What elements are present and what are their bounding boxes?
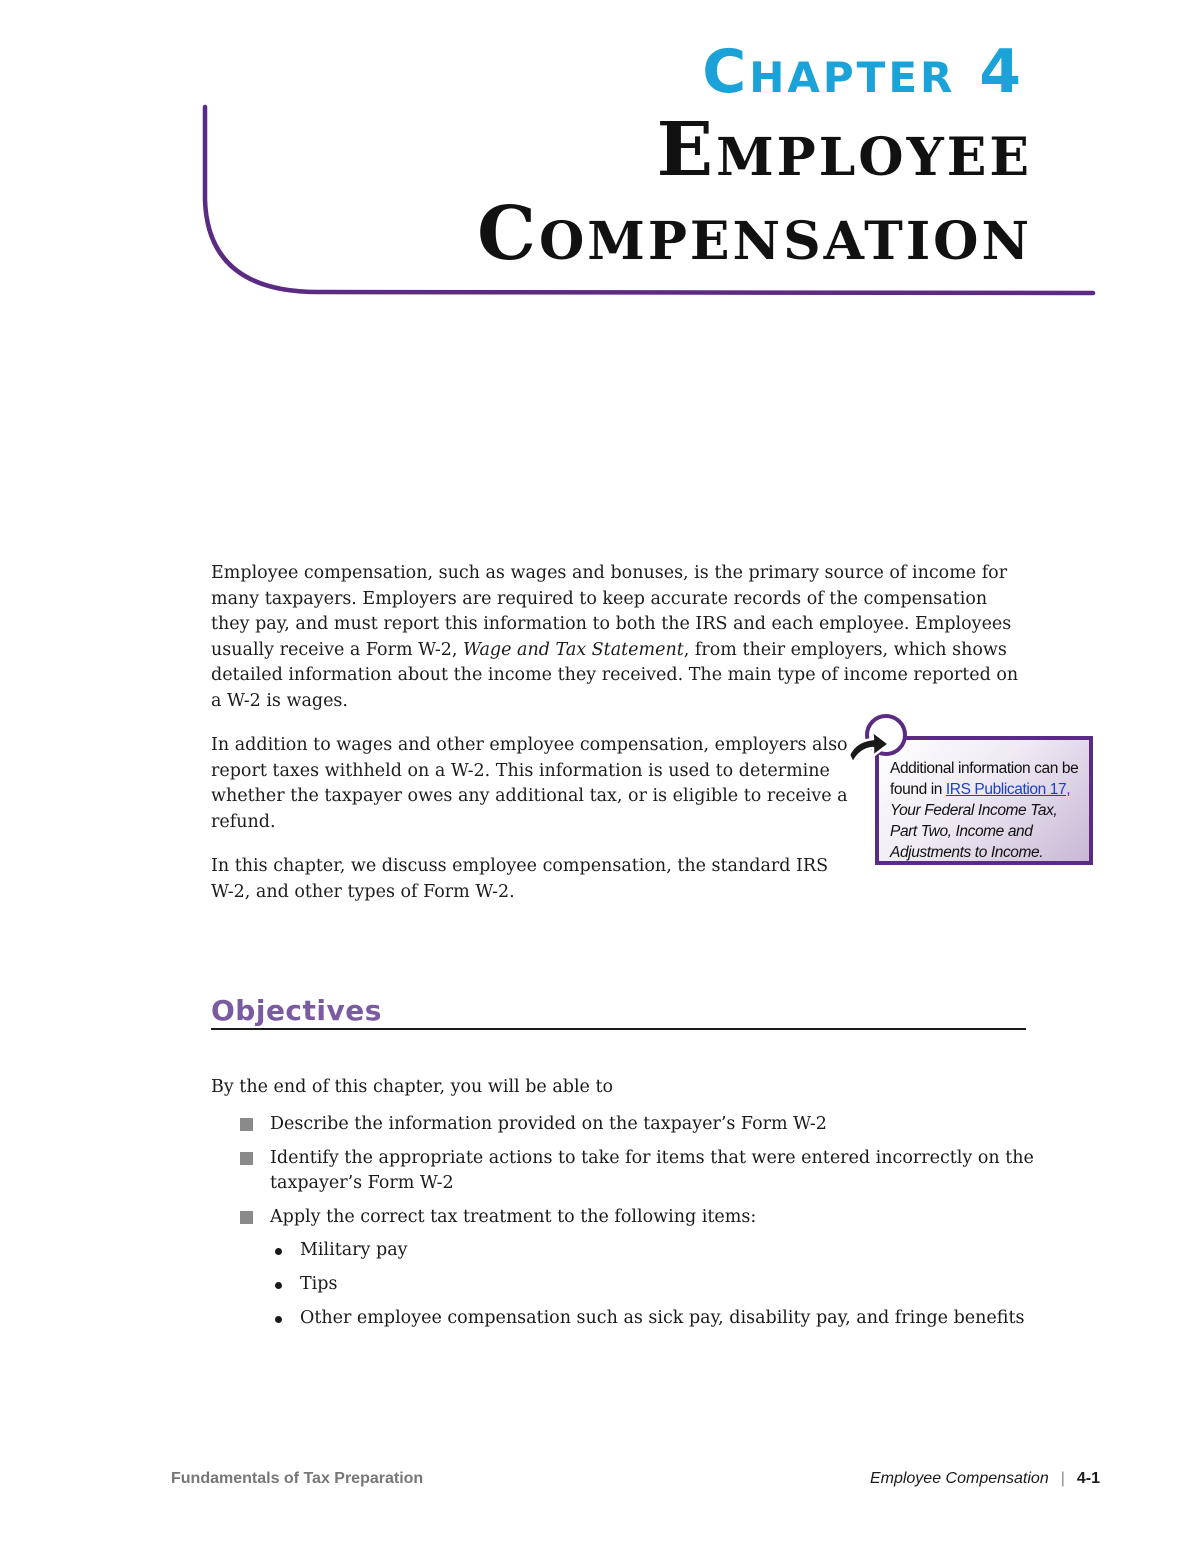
footer-section-title: Employee Compensation xyxy=(869,1470,1049,1487)
objective-item xyxy=(240,1205,1040,1331)
objective-sub-item-text: Military pay xyxy=(300,1240,408,1260)
objectives-heading-text: Objectives xyxy=(211,994,382,1027)
objective-sub-list xyxy=(270,1238,1040,1331)
round-bullet-icon xyxy=(275,1316,282,1323)
chapter-title-line1: Employee xyxy=(656,107,1032,193)
arrow-callout-icon xyxy=(843,711,913,773)
note-publication-title: Your Federal Income Tax, Part Two, Income and Adjustments to Income. xyxy=(890,802,1058,861)
intro-paragraph-1 xyxy=(211,561,1026,714)
footer-book-title: Fundamentals of Tax Preparation xyxy=(171,1470,424,1487)
objective-sub-item xyxy=(270,1306,1040,1331)
objective-item-text: Describe the information provided on the taxpayer’s Form W-2 xyxy=(270,1114,827,1134)
objective-sub-item-text: Other employee compensation such as sick pay, disability pay, and fringe benefits xyxy=(300,1308,1025,1328)
objective-sub-item xyxy=(270,1272,1040,1297)
objective-item-text: Identify the appropriate actions to take for items that were entered incorrectly on the taxpayer’s Form W-2 xyxy=(270,1148,1034,1193)
page-number: 4-1 xyxy=(1076,1470,1100,1487)
round-bullet-icon xyxy=(275,1248,282,1255)
form-w2-title: Wage and Tax Statement xyxy=(463,639,684,660)
intro-paragraph-1-part-a: Employee compensation, such as wages and bonuses, is the primary source of income for many taxpayers. Employers are required to keep accurate records of the compensation they pay, and must report this information to both the IRS and each employee. Employees usually receive a Form W-2, xyxy=(211,563,1012,660)
note-text: Additional information can be found in xyxy=(890,760,1079,798)
chapter-title xyxy=(477,108,1032,276)
intro-paragraph-3: In this chapter, we discuss employee compensation, the standard IRS W-2, and other types of Form W-2. xyxy=(211,856,829,902)
square-bullet-icon xyxy=(240,1152,253,1165)
objectives-intro: By the end of this chapter, you will be able to xyxy=(211,1077,614,1097)
square-bullet-icon xyxy=(240,1118,253,1131)
chapter-title-line2: Compensation xyxy=(477,191,1032,277)
objective-item-text: Apply the correct tax treatment to the following items: xyxy=(270,1207,757,1227)
objective-item xyxy=(240,1112,1040,1137)
chapter-label: Chapter 4 xyxy=(702,37,1024,107)
round-bullet-icon xyxy=(275,1282,282,1289)
objectives-list xyxy=(240,1112,1040,1340)
objectives-heading xyxy=(211,996,1026,1030)
objective-sub-item-text: Tips xyxy=(300,1274,338,1294)
footer-separator: | xyxy=(1060,1470,1065,1487)
footer-page-info xyxy=(870,1470,1100,1488)
intro-paragraph-2: In addition to wages and other employee compensation, employers also report taxes withheld on a W-2. This information is used to determine whether the taxpayer owes any additional tax, or is eligible to receive a refund. xyxy=(211,735,848,832)
square-bullet-icon xyxy=(240,1211,253,1224)
objective-item xyxy=(240,1146,1040,1196)
objective-sub-item xyxy=(270,1238,1040,1263)
intro-paragraph-1-part-b: , from their employers, which shows detailed information about the income they received. The main type of income reported on a W-2 is wages. xyxy=(211,639,1019,711)
irs-publication-17-link[interactable]: IRS Publication 17, xyxy=(945,781,1071,798)
